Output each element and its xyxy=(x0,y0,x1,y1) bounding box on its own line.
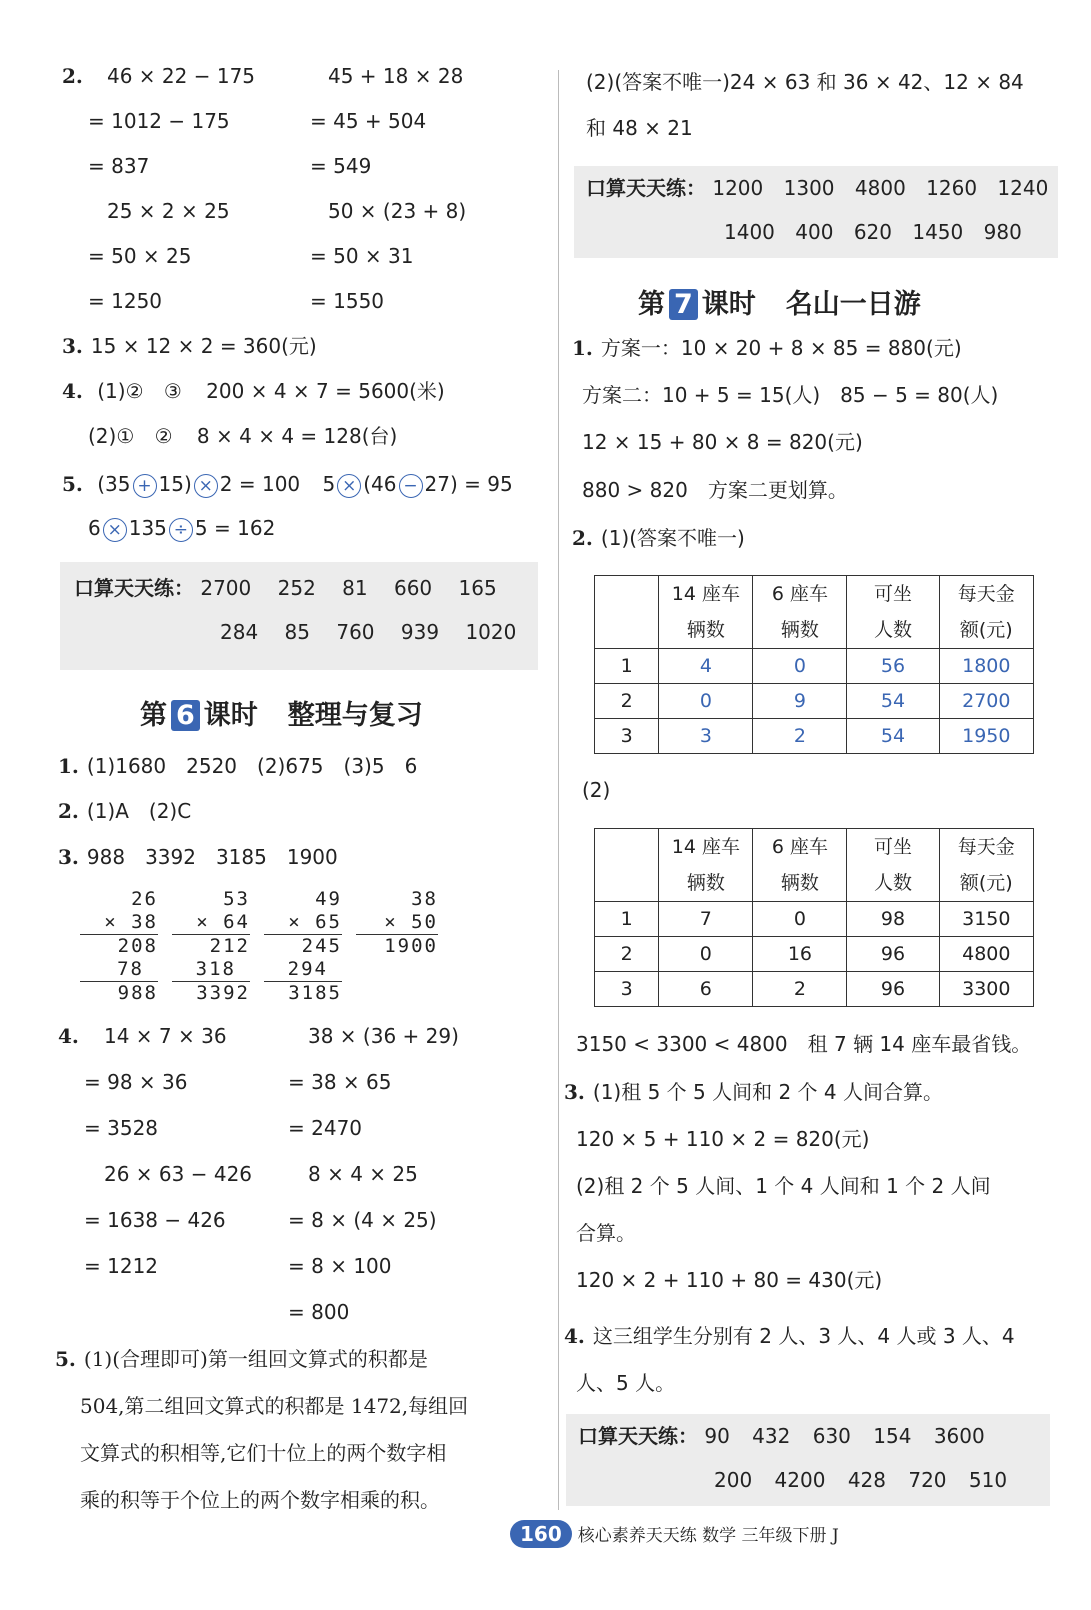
calc-line: 46 × 22 − 175 xyxy=(107,64,256,88)
table-cell: 0 xyxy=(659,684,753,719)
oral-value: 85 xyxy=(284,620,310,644)
plus-circle-icon: + xyxy=(133,474,157,498)
oral-value: 630 xyxy=(812,1424,851,1448)
factor: 49 xyxy=(315,888,342,910)
oral-value: 1400 xyxy=(724,220,775,244)
question-4 xyxy=(62,377,445,405)
table-row xyxy=(595,937,1034,972)
question-4-line-2 xyxy=(88,422,397,450)
table-cell: 1800 xyxy=(939,649,1033,684)
expr-part: 2 = 100 xyxy=(219,472,301,496)
minus-circle-icon: − xyxy=(399,474,423,498)
table-cell: 2 xyxy=(753,719,847,754)
l6-question-4 xyxy=(58,1022,87,1050)
times-circle-icon: × xyxy=(194,474,218,498)
table-cell: 2 xyxy=(595,684,659,719)
oral-value: 1300 xyxy=(783,176,835,200)
table-header xyxy=(939,829,1033,902)
question-3 xyxy=(62,332,317,360)
oral-value: 1450 xyxy=(912,220,964,244)
header-line: 每天金 xyxy=(957,583,1015,605)
table-cell: 96 xyxy=(847,972,939,1007)
oral-value: 165 xyxy=(458,576,497,600)
table-header xyxy=(753,829,847,902)
question-number: 2. xyxy=(572,526,593,550)
product: 988 xyxy=(80,981,158,1005)
lesson-title: 整理与复习 xyxy=(287,700,423,731)
seating-table-2 xyxy=(594,828,1034,1007)
question-number: 5. xyxy=(55,1347,76,1371)
header-line: 可坐 xyxy=(874,583,913,605)
header-line: 人数 xyxy=(874,619,913,641)
expr-part: (35 xyxy=(97,472,131,496)
table-header xyxy=(847,576,939,649)
table-cell: 0 xyxy=(753,649,847,684)
answer-text: ③ xyxy=(163,379,182,403)
answer-text: 乘的积等于个位上的两个数字相乘的积。 xyxy=(80,1488,440,1512)
question-2 xyxy=(62,62,91,90)
product: 3185 xyxy=(264,981,342,1005)
calc-line: = 3528 xyxy=(84,1116,159,1140)
heading-suffix: 课时 xyxy=(203,700,258,731)
l6-question-5 xyxy=(55,1345,428,1373)
times-circle-icon: × xyxy=(337,474,361,498)
table-cell: 0 xyxy=(659,937,753,972)
header-line: 辆数 xyxy=(686,872,725,894)
calc-line: = 98 × 36 xyxy=(84,1070,188,1094)
header-line: 6 座车 xyxy=(771,836,828,858)
answer-text: (1)(合理即可)第一组回文算式的积都是 xyxy=(83,1347,428,1371)
table-cell: 1 xyxy=(595,902,659,937)
header-line: 6 座车 xyxy=(771,583,828,605)
table-cell: 96 xyxy=(847,937,939,972)
question-number: 3. xyxy=(62,334,83,358)
l7-question-4 xyxy=(564,1322,1015,1350)
table-row xyxy=(595,972,1034,1007)
table-cell: 3 xyxy=(595,719,659,754)
factor: 26 xyxy=(131,888,158,910)
header-line: 14 座车 xyxy=(671,836,740,858)
table-cell: 54 xyxy=(847,684,939,719)
answer-text: 880 > 820 方案二更划算。 xyxy=(582,478,848,502)
oral-value: 1200 xyxy=(712,176,764,200)
header-line: 额(元) xyxy=(959,872,1013,894)
oral-label: 口算天天练： xyxy=(578,1424,698,1448)
l6-question-2 xyxy=(58,797,191,825)
table-header xyxy=(847,829,939,902)
calc-line: 25 × 2 × 25 xyxy=(107,199,230,223)
question-5-line-2 xyxy=(88,514,275,542)
answer-text: 120 × 2 + 110 + 80 = 430(元) xyxy=(576,1268,883,1292)
answer-text: 15 × 12 × 2 = 360(元) xyxy=(90,334,317,358)
heading-prefix: 第 xyxy=(638,289,665,320)
oral-value: 4200 xyxy=(774,1468,826,1492)
calc-line: = 1012 − 175 xyxy=(88,109,230,133)
table-cell: 2700 xyxy=(939,684,1033,719)
table-header-row xyxy=(595,829,1034,902)
oral-label: 口算天天练： xyxy=(586,176,706,200)
table-row xyxy=(595,902,1034,937)
calc-line: = 1250 xyxy=(88,289,163,313)
expr-part: (46 xyxy=(363,472,397,496)
answer-text: (2)① xyxy=(88,424,135,448)
expr-part: 135 xyxy=(128,516,167,540)
table-row xyxy=(595,719,1034,754)
question-number: 4. xyxy=(62,379,83,403)
oral-value: 284 xyxy=(220,620,259,644)
oral-row-1 xyxy=(578,1422,985,1450)
calc-line: = 45 + 504 xyxy=(310,109,427,133)
calc-line: = 8 × 100 xyxy=(288,1254,392,1278)
calc-line: = 1212 xyxy=(84,1254,159,1278)
question-5 xyxy=(62,470,513,498)
table-header xyxy=(939,576,1033,649)
factor: × 50 xyxy=(384,911,438,933)
table-cell xyxy=(595,576,659,649)
question-number: 4. xyxy=(58,1024,79,1048)
oral-value: 3600 xyxy=(933,1424,985,1448)
oral-row-2 xyxy=(714,1466,1007,1494)
vertical-multiplication xyxy=(356,888,438,958)
answer-text: (1)A (2)C xyxy=(86,799,192,823)
header-line: 辆数 xyxy=(686,619,725,641)
answer-text: 方案一：10 × 20 + 8 × 85 = 880(元) xyxy=(600,336,962,360)
header-line: 额(元) xyxy=(959,619,1013,641)
table-cell: 0 xyxy=(753,902,847,937)
vertical-multiplication xyxy=(80,888,158,1005)
calc-line: = 549 xyxy=(310,154,372,178)
table-cell: 6 xyxy=(659,972,753,1007)
answer-text: (2) xyxy=(582,778,611,802)
expr-part: 15) xyxy=(158,472,192,496)
partial-product: 294 xyxy=(287,958,328,980)
answer-text: 988 3392 3185 1900 xyxy=(86,845,338,869)
header-line: 可坐 xyxy=(874,836,913,858)
lesson-number-badge: 7 xyxy=(669,289,698,320)
answer-text: 8 × 4 × 4 = 128(台) xyxy=(196,424,398,448)
answer-text: (1)租 5 个 5 人间和 2 个 4 人间合算。 xyxy=(592,1080,943,1104)
question-number: 2. xyxy=(62,64,83,88)
answer-text: (1)(答案不唯一) xyxy=(600,526,745,550)
expr-part: 5 = 162 xyxy=(194,516,276,540)
divide-circle-icon: ÷ xyxy=(169,518,193,542)
header-line: 人数 xyxy=(874,872,913,894)
table-cell: 16 xyxy=(753,937,847,972)
oral-value: 4800 xyxy=(854,176,906,200)
answer-text: 120 × 5 + 110 × 2 = 820(元) xyxy=(576,1127,870,1151)
table-cell: 54 xyxy=(847,719,939,754)
calc-line: = 1550 xyxy=(310,289,385,313)
table-cell: 3 xyxy=(595,972,659,1007)
column-divider xyxy=(558,70,559,1510)
oral-practice-box xyxy=(60,562,538,670)
expr-part: 5 xyxy=(322,472,336,496)
heading-suffix: 课时 xyxy=(701,289,756,320)
l7-question-3 xyxy=(564,1078,943,1106)
question-number: 1. xyxy=(58,754,79,778)
answer-text: 和 48 × 21 xyxy=(586,116,693,140)
answer-text: 人、5 人。 xyxy=(576,1371,676,1395)
table-cell: 98 xyxy=(847,902,939,937)
table-cell: 4800 xyxy=(939,937,1033,972)
oral-value: 510 xyxy=(968,1468,1008,1492)
question-number: 3. xyxy=(564,1080,585,1104)
question-number: 2. xyxy=(58,799,79,823)
lesson-number-badge: 6 xyxy=(171,700,200,731)
calc-line: 45 + 18 × 28 xyxy=(328,64,464,88)
answer-text: (1)② xyxy=(97,379,144,403)
oral-practice-box xyxy=(574,166,1058,258)
calc-line: = 1638 − 426 xyxy=(84,1208,226,1232)
oral-value: 432 xyxy=(752,1424,791,1448)
l6-question-1 xyxy=(58,752,417,780)
oral-value: 154 xyxy=(873,1424,912,1448)
table-cell: 2 xyxy=(595,937,659,972)
table-cell: 4 xyxy=(659,649,753,684)
calc-line: 50 × (23 + 8) xyxy=(328,199,467,223)
lesson-6-heading xyxy=(140,693,423,732)
header-line: 辆数 xyxy=(780,872,819,894)
table-cell: 1 xyxy=(595,649,659,684)
calc-line: = 50 × 31 xyxy=(310,244,414,268)
factor: 53 xyxy=(223,888,250,910)
answer-text: 12 × 15 + 80 × 8 = 820(元) xyxy=(582,430,863,454)
table-cell: 3300 xyxy=(939,972,1033,1007)
lesson-7-heading xyxy=(638,282,921,321)
page-number: 160 xyxy=(510,1520,572,1548)
oral-value: 252 xyxy=(277,576,316,600)
factor: 38 xyxy=(411,888,438,910)
table-header xyxy=(753,576,847,649)
table-row xyxy=(595,649,1034,684)
expr-part: 27) = 95 xyxy=(424,472,513,496)
l7-question-2 xyxy=(572,524,745,552)
oral-value: 620 xyxy=(853,220,892,244)
vertical-multiplication xyxy=(264,888,342,1005)
calc-line: = 2470 xyxy=(288,1116,363,1140)
calc-line: = 8 × (4 × 25) xyxy=(288,1208,437,1232)
oral-value: 980 xyxy=(983,220,1022,244)
oral-practice-box xyxy=(566,1414,1050,1506)
partial-product: 318 xyxy=(195,958,236,980)
lesson-title: 名山一日游 xyxy=(785,289,921,320)
calc-line: = 837 xyxy=(88,154,150,178)
product: 3392 xyxy=(172,981,250,1005)
oral-value: 660 xyxy=(393,576,433,600)
table-cell: 2 xyxy=(753,972,847,1007)
table-header xyxy=(659,829,753,902)
answer-text: (2)租 2 个 5 人间、1 个 4 人间和 1 个 2 人间 xyxy=(576,1174,991,1198)
answer-text: 方案二：10 + 5 = 15(人) 85 − 5 = 80(人) xyxy=(582,383,999,407)
answer-text: 504,第二组回文算式的积都是 1472,每组回 xyxy=(80,1394,469,1418)
table-cell: 9 xyxy=(753,684,847,719)
calc-line: = 50 × 25 xyxy=(88,244,192,268)
oral-value: 428 xyxy=(847,1468,886,1492)
calc-line: 14 × 7 × 36 xyxy=(104,1024,227,1048)
calc-line: 8 × 4 × 25 xyxy=(308,1162,418,1186)
oral-value: 2700 xyxy=(200,576,252,600)
answer-text: (1)1680 2520 (2)675 (3)5 6 xyxy=(86,754,418,778)
question-number: 4. xyxy=(564,1324,585,1348)
table-cell xyxy=(595,829,659,902)
calc-line: = 800 xyxy=(288,1300,350,1324)
partial-product: 208 xyxy=(80,934,158,958)
seating-table-1 xyxy=(594,575,1034,754)
calc-line: 38 × (36 + 29) xyxy=(308,1024,459,1048)
factor: × 65 xyxy=(288,911,342,933)
book-title: 核心素养天天练 数学 三年级下册 J xyxy=(577,1526,839,1546)
table-row xyxy=(595,684,1034,719)
table-cell: 3150 xyxy=(939,902,1033,937)
table-cell: 56 xyxy=(847,649,939,684)
answer-text: 文算式的积相等,它们十位上的两个数字相 xyxy=(80,1441,447,1465)
oral-row-1 xyxy=(74,574,497,602)
oral-value: 720 xyxy=(908,1468,947,1492)
oral-value: 81 xyxy=(342,576,368,600)
oral-value: 90 xyxy=(704,1424,730,1448)
table-header-row xyxy=(595,576,1034,649)
oral-value: 760 xyxy=(336,620,375,644)
table-cell: 7 xyxy=(659,902,753,937)
product: 1900 xyxy=(356,934,438,958)
vertical-multiplication xyxy=(172,888,250,1005)
oral-label: 口算天天练： xyxy=(74,576,194,600)
oral-row-2 xyxy=(724,218,1022,246)
question-number: 5. xyxy=(62,472,83,496)
l6-question-3 xyxy=(58,843,338,871)
expr-part: 6 xyxy=(88,516,101,540)
oral-row-2 xyxy=(220,618,516,646)
answer-text: 3150 < 3300 < 4800 租 7 辆 14 座车最省钱。 xyxy=(576,1032,1032,1056)
answer-text: 200 × 4 × 7 = 5600(米) xyxy=(206,379,445,403)
table-cell: 1950 xyxy=(939,719,1033,754)
partial-product: 212 xyxy=(172,934,250,958)
oral-value: 200 xyxy=(714,1468,753,1492)
answer-text: ② xyxy=(154,424,173,448)
partial-product: 245 xyxy=(264,934,342,958)
oral-value: 939 xyxy=(400,620,440,644)
oral-value: 1240 xyxy=(997,176,1049,200)
factor: × 38 xyxy=(104,911,158,933)
oral-value: 1020 xyxy=(465,620,517,644)
question-number: 3. xyxy=(58,845,79,869)
calc-line: 26 × 63 − 426 xyxy=(104,1162,253,1186)
oral-value: 400 xyxy=(795,220,834,244)
header-line: 辆数 xyxy=(780,619,819,641)
header-line: 每天金 xyxy=(957,836,1015,858)
calc-line: = 38 × 65 xyxy=(288,1070,392,1094)
heading-prefix: 第 xyxy=(140,700,167,731)
question-number: 1. xyxy=(572,336,593,360)
l7-question-1 xyxy=(572,334,962,362)
answer-text: 这三组学生分别有 2 人、3 人、4 人或 3 人、4 xyxy=(592,1324,1015,1348)
table-header xyxy=(659,576,753,649)
factor: × 64 xyxy=(196,911,250,933)
oral-value: 1260 xyxy=(926,176,978,200)
times-circle-icon: × xyxy=(103,518,127,542)
header-line: 14 座车 xyxy=(671,583,740,605)
page-footer xyxy=(510,1520,839,1548)
partial-product: 78 xyxy=(117,958,144,980)
answer-text: (2)(答案不唯一)24 × 63 和 36 × 42、12 × 84 xyxy=(586,70,1024,94)
table-cell: 3 xyxy=(659,719,753,754)
answer-text: 合算。 xyxy=(576,1221,636,1245)
oral-row-1 xyxy=(586,174,1048,202)
